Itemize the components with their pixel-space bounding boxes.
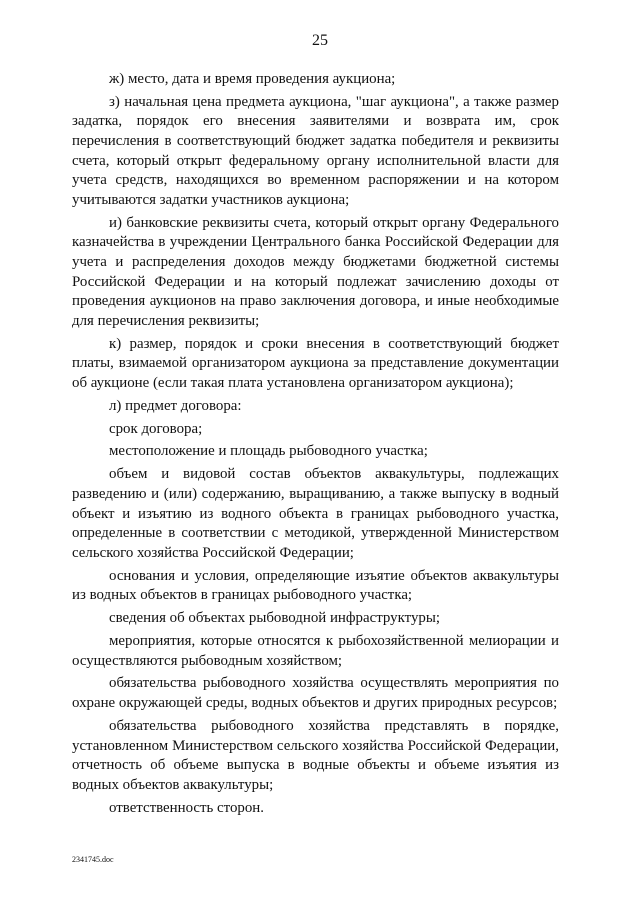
paragraph-environment-obligations: обязательства рыбоводного хозяйства осуществлять мероприятия по охране окружающей среды, водных объектов и других природных ресурсов; xyxy=(72,675,559,712)
paragraph-i: и) банковские реквизиты счета, который открыт органу Федерального казначейства в учреждении Центрального банка Российской Федерации для учета и распределения доходов между бюджетами бюджетной системы Российской Федерации и на который подлежат зачислению доходы от проведения аукционов на право заключения договора, и иные необходимые для перечисления реквизиты; xyxy=(72,214,559,329)
footer-document-code: 2341745.doc xyxy=(72,855,114,864)
paragraph-volume-species: объем и видовой состав объектов аквакультуры, подлежащих разведению и (или) содержанию, выращиванию, а также выпуску в водный объект и изъятию из водного объекта в границах рыбоводного участка, определенные в соответствии с методикой, утвержденной Министерством сельского хозяйства Российской Федерации; xyxy=(72,466,559,561)
paragraph-infrastructure: сведения об объектах рыбоводной инфраструктуры; xyxy=(109,610,440,627)
paragraph-location-area: местоположение и площадь рыбоводного участка; xyxy=(109,443,428,460)
paragraph-z: з) начальная цена предмета аукциона, "шаг аукциона", а также размер задатка, порядок его внесения заявителями и возврата им, срок перечисления в соответствующий бюджет задатка победителя и реквизиты счета, который открыт федеральному органу исполнительной власти для учета средств, находящихся во временном распоряжении и на котором учитываются задатки участников аукциона; xyxy=(72,93,559,208)
paragraph-contract-term: срок договора; xyxy=(109,420,203,437)
page-number: 25 xyxy=(312,32,328,49)
paragraph-melioration: мероприятия, которые относятся к рыбохозяйственной мелиорации и осуществляются рыбоводным хозяйством; xyxy=(72,633,559,669)
paragraph-liability: ответственность сторон. xyxy=(109,799,264,816)
paragraph-l: л) предмет договора: xyxy=(109,397,242,414)
paragraph-k: к) размер, порядок и сроки внесения в соответствующий бюджет платы, взимаемой организатором аукциона за представление документации об аукционе (если такая плата установлена организатором аукциона); xyxy=(72,335,559,391)
paragraph-zh: ж) место, дата и время проведения аукциона; xyxy=(109,71,396,87)
paragraph-reporting-obligations: обязательства рыбоводного хозяйства представлять в порядке, установленном Министерством сельского хозяйства Российской Федерации, отчетность об объеме выпуска в водные объекты и объеме изъятия из водных объектов аквакультуры; xyxy=(72,717,559,793)
document-body xyxy=(72,70,559,822)
paragraph-grounds-conditions: основания и условия, определяющие изъятие объектов аквакультуры из водных объектов в границах рыбоводного участка; xyxy=(72,567,559,604)
